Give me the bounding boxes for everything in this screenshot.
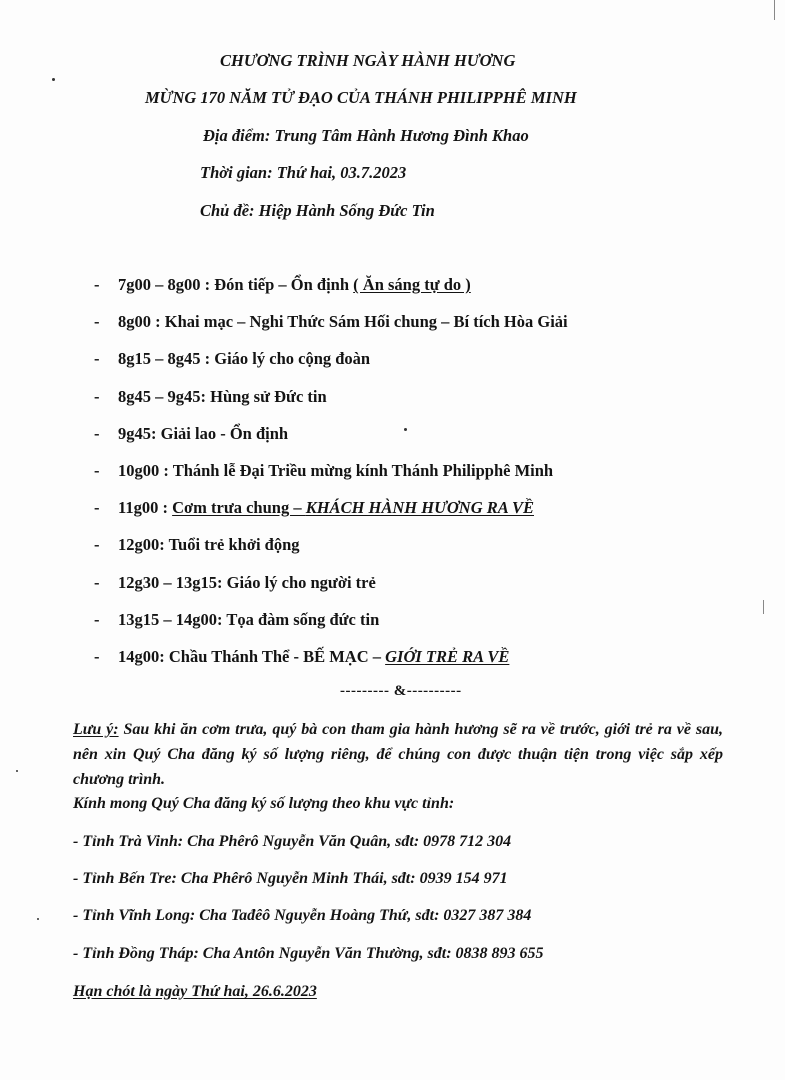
bullet-dash: - [94, 498, 100, 518]
schedule-item-text: 8g45 – 9g45: Hùng sử Đức tin [118, 386, 327, 406]
document-title: CHƯƠNG TRÌNH NGÀY HÀNH HƯƠNG [220, 51, 516, 70]
schedule-item [0, 571, 785, 608]
schedule-item-text: 9g45: Giải lao - Ổn định [118, 423, 289, 443]
schedule-item-note: ( Ăn sáng tự do ) [353, 275, 471, 294]
schedule-item-text: 7g00 – 8g00 : Đón tiếp – Ổn định [118, 275, 354, 294]
bullet-dash: - [94, 349, 100, 369]
document-subtitle: MỪNG 170 NĂM TỬ ĐẠO CỦA THÁNH PHILIPPHÊ MINH [145, 88, 577, 107]
schedule-item-text: 10g00 : Thánh lễ Đại Triều mừng kính Thánh Philipphê Minh [118, 460, 554, 480]
bullet-dash: - [94, 609, 100, 629]
scan-speck [404, 428, 407, 431]
schedule-item-text: 14g00: Chầu Thánh Thể - BẾ MẠC – [118, 646, 386, 666]
schedule-item-emphasis: KHÁCH HÀNH HƯƠNG RA VỀ [305, 498, 534, 518]
scan-edge-mark [774, 0, 775, 20]
bullet-dash: - [94, 460, 100, 480]
schedule-item-text: 8g15 – 8g45 : Giáo lý cho cộng đoàn [118, 349, 371, 369]
scan-speck [52, 78, 55, 81]
event-theme: Chủ đề: Hiệp Hành Sống Đức Tin [200, 201, 435, 220]
schedule-item [0, 496, 785, 533]
schedule-item-text: 13g15 – 14g00: Tọa đàm sống đức tin [118, 609, 380, 629]
note-paragraph [73, 717, 723, 792]
schedule-item [0, 459, 785, 496]
schedule-item [0, 273, 785, 310]
section-separator: --------- &---------- [340, 683, 462, 699]
schedule-item-text: 8g00 : Khai mạc – Nghi Thức Sám Hối chung – Bí tích Hòa Giải [118, 312, 568, 332]
schedule-item [0, 385, 785, 422]
contact-line: - Tỉnh Trà Vinh: Cha Phêrô Nguyễn Văn Quân, sđt: 0978 712 304 [73, 833, 512, 850]
bullet-dash: - [94, 646, 100, 666]
event-location: Địa điểm: Trung Tâm Hành Hương Đình Khao [203, 126, 529, 145]
event-time: Thời gian: Thứ hai, 03.7.2023 [200, 163, 407, 182]
scan-edge-mark [763, 600, 764, 614]
deadline-line: Hạn chót là ngày Thứ hai, 26.6.2023 [73, 983, 317, 1000]
bullet-dash: - [94, 386, 100, 406]
contact-line: - Tỉnh Vĩnh Long: Cha Tađêô Nguyễn Hoàng Thứ, sđt: 0327 387 384 [73, 907, 532, 924]
schedule-item-text: 11g00 : [118, 498, 173, 518]
schedule-list [0, 273, 785, 682]
schedule-item-emphasis: GIỚI TRẺ RA VỀ [385, 646, 510, 666]
schedule-item-text: 12g30 – 13g15: Giáo lý cho người trẻ [118, 572, 376, 592]
note-label: Lưu ý: [73, 721, 119, 738]
schedule-item [0, 422, 785, 459]
scan-speck [16, 770, 18, 772]
schedule-item [0, 347, 785, 384]
schedule-item [0, 310, 785, 347]
bullet-dash: - [94, 275, 100, 294]
note-text: Sau khi ăn cơm trưa, quý bà con tham gia hành hương sẽ ra về trước, giới trẻ ra về sau, nên xin Quý Cha đăng ký số lượng riêng, để chúng con được thuận tiện trong việc sắp xếp chương trình. [73, 721, 723, 788]
schedule-item-text: 12g00: Tuổi trẻ khởi động [118, 535, 300, 555]
bullet-dash: - [94, 572, 100, 592]
contact-line: - Tỉnh Đồng Tháp: Cha Antôn Nguyễn Văn Thường, sđt: 0838 893 655 [73, 945, 544, 962]
schedule-item [0, 608, 785, 645]
contact-line: - Tỉnh Bến Tre: Cha Phêrô Nguyễn Minh Thái, sđt: 0939 154 971 [73, 870, 508, 887]
bullet-dash: - [94, 312, 100, 332]
scan-speck [37, 918, 39, 920]
schedule-item [0, 645, 785, 682]
schedule-item-underlined: Cơm trưa chung – [172, 498, 306, 518]
bullet-dash: - [94, 535, 100, 555]
registration-request: Kính mong Quý Cha đăng ký số lượng theo khu vực tỉnh: [73, 795, 455, 812]
schedule-item [0, 533, 785, 570]
bullet-dash: - [94, 423, 100, 443]
